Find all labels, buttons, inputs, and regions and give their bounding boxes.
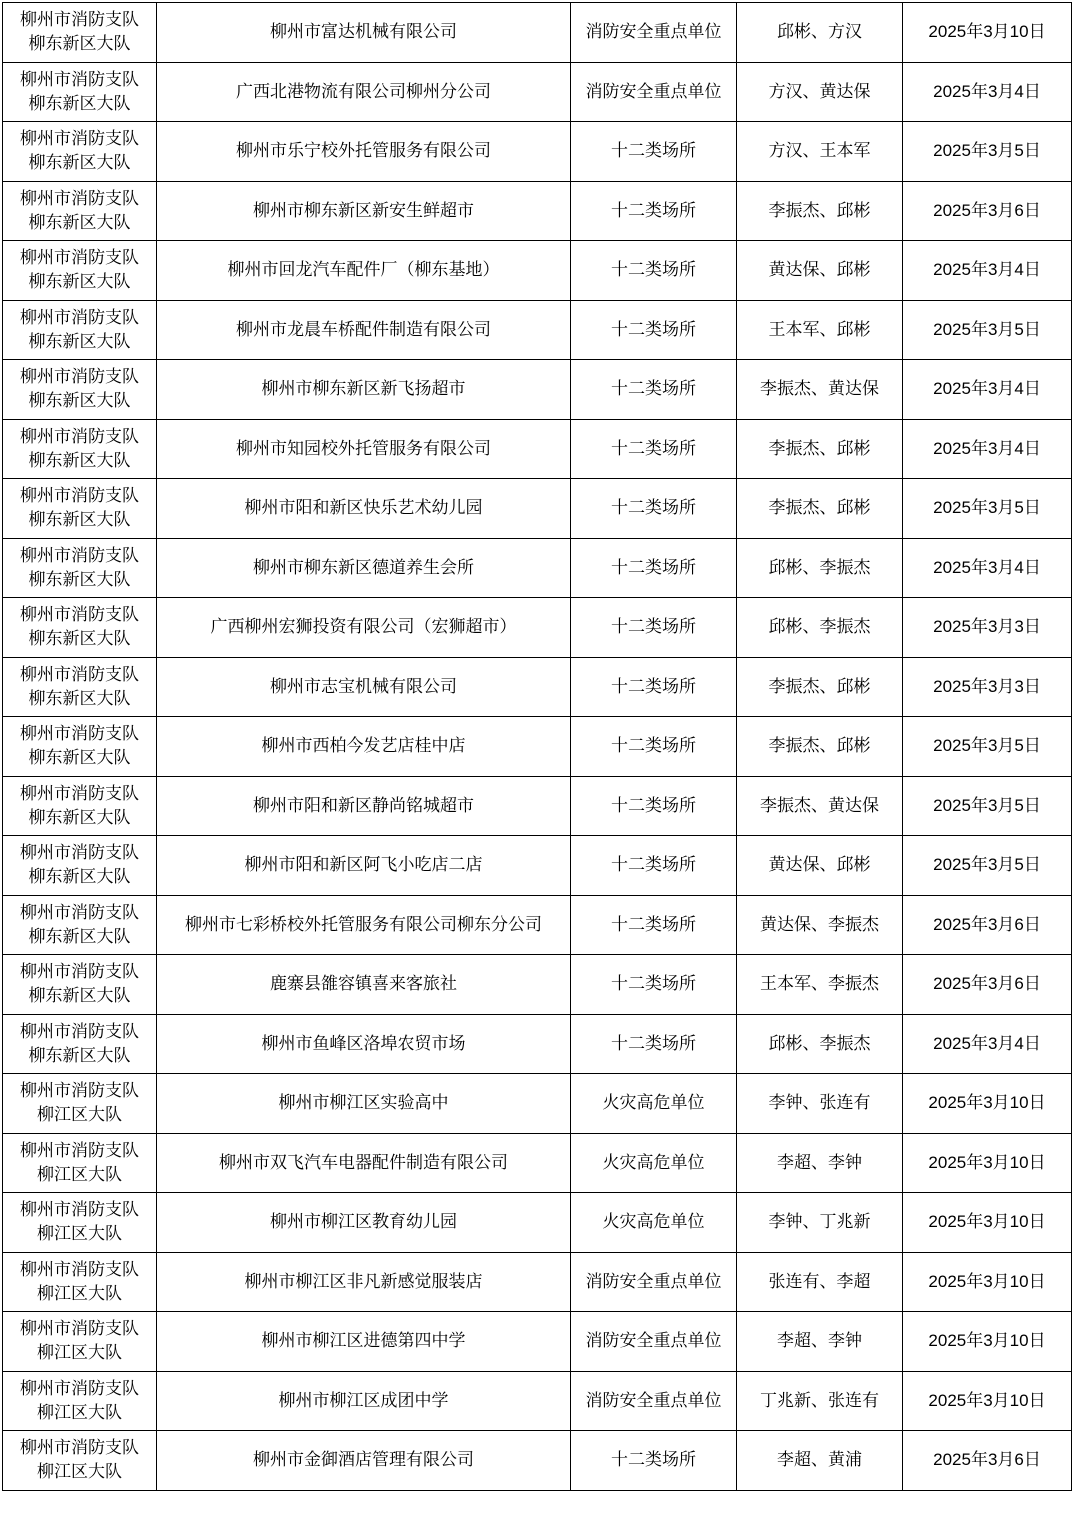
place-type-cell: 消防安全重点单位 <box>571 62 737 122</box>
table-row <box>3 1431 1072 1491</box>
unit-cell <box>3 1074 157 1134</box>
inspectors-cell: 李振杰、邱彬 <box>737 181 903 241</box>
date-cell: 2025年3月10日 <box>903 1074 1072 1134</box>
inspectors-cell: 李钟、张连有 <box>737 1074 903 1134</box>
table-row <box>3 241 1072 301</box>
inspectors-cell: 邱彬、李振杰 <box>737 598 903 658</box>
inspectors-cell: 方汉、黄达保 <box>737 62 903 122</box>
unit-cell <box>3 717 157 777</box>
place-name-cell: 柳州市柳东新区新飞扬超市 <box>157 360 571 420</box>
place-type-cell: 十二类场所 <box>571 479 737 539</box>
table-row <box>3 419 1072 479</box>
table-row <box>3 538 1072 598</box>
date-cell: 2025年3月10日 <box>903 1193 1072 1253</box>
date-cell: 2025年3月5日 <box>903 836 1072 896</box>
date-cell: 2025年3月5日 <box>903 776 1072 836</box>
place-name-cell: 柳州市柳东新区德道养生会所 <box>157 538 571 598</box>
place-name-cell: 柳州市乐宁校外托管服务有限公司 <box>157 122 571 182</box>
place-name-cell: 柳州市阳和新区阿飞小吃店二店 <box>157 836 571 896</box>
unit-line-2: 柳东新区大队 <box>28 510 131 531</box>
unit-line-2: 柳东新区大队 <box>28 331 131 352</box>
unit-cell <box>3 538 157 598</box>
place-name-cell: 柳州市柳江区进德第四中学 <box>157 1312 571 1372</box>
unit-line-2: 柳东新区大队 <box>28 34 131 55</box>
place-name-cell: 广西北港物流有限公司柳州分公司 <box>157 62 571 122</box>
place-name-cell: 柳州市柳江区非凡新感觉服装店 <box>157 1252 571 1312</box>
date-cell: 2025年3月4日 <box>903 538 1072 598</box>
place-type-cell: 十二类场所 <box>571 657 737 717</box>
unit-line-1: 柳州市消防支队 <box>20 10 139 31</box>
date-cell: 2025年3月6日 <box>903 1431 1072 1491</box>
date-cell: 2025年3月10日 <box>903 1252 1072 1312</box>
table-row <box>3 62 1072 122</box>
place-name-cell: 鹿寨县雒容镇喜来客旅社 <box>157 955 571 1015</box>
unit-cell <box>3 895 157 955</box>
unit-line-2: 柳东新区大队 <box>28 1045 131 1066</box>
place-type-cell: 十二类场所 <box>571 241 737 301</box>
table-row <box>3 1193 1072 1253</box>
inspectors-cell: 邱彬、李振杰 <box>737 538 903 598</box>
unit-cell <box>3 955 157 1015</box>
unit-line-2: 柳东新区大队 <box>28 153 131 174</box>
unit-line-2: 柳东新区大队 <box>28 450 131 471</box>
unit-line-1: 柳州市消防支队 <box>20 188 139 209</box>
unit-line-2: 柳东新区大队 <box>28 212 131 233</box>
place-name-cell: 柳州市志宝机械有限公司 <box>157 657 571 717</box>
place-type-cell: 十二类场所 <box>571 300 737 360</box>
place-name-cell: 柳州市西柏今发艺店桂中店 <box>157 717 571 777</box>
inspectors-cell: 李振杰、邱彬 <box>737 479 903 539</box>
table-row <box>3 3 1072 63</box>
unit-cell <box>3 122 157 182</box>
unit-line-1: 柳州市消防支队 <box>20 962 139 983</box>
place-type-cell: 十二类场所 <box>571 360 737 420</box>
date-cell: 2025年3月4日 <box>903 1014 1072 1074</box>
unit-cell <box>3 360 157 420</box>
unit-line-1: 柳州市消防支队 <box>20 367 139 388</box>
unit-cell <box>3 241 157 301</box>
inspectors-cell: 李超、李钟 <box>737 1312 903 1372</box>
place-type-cell: 火灾高危单位 <box>571 1193 737 1253</box>
place-name-cell: 柳州市金御酒店管理有限公司 <box>157 1431 571 1491</box>
place-type-cell: 消防安全重点单位 <box>571 1252 737 1312</box>
unit-cell <box>3 181 157 241</box>
table-row <box>3 657 1072 717</box>
place-type-cell: 十二类场所 <box>571 122 737 182</box>
unit-cell <box>3 1252 157 1312</box>
inspectors-cell: 黄达保、邱彬 <box>737 241 903 301</box>
unit-line-2: 柳江区大队 <box>37 1283 122 1304</box>
unit-line-2: 柳东新区大队 <box>28 867 131 888</box>
inspectors-cell: 李超、李钟 <box>737 1133 903 1193</box>
date-cell: 2025年3月5日 <box>903 479 1072 539</box>
date-cell: 2025年3月5日 <box>903 122 1072 182</box>
inspectors-cell: 王本军、李振杰 <box>737 955 903 1015</box>
place-type-cell: 十二类场所 <box>571 1431 737 1491</box>
table-row <box>3 1252 1072 1312</box>
unit-line-2: 柳东新区大队 <box>28 807 131 828</box>
place-type-cell: 十二类场所 <box>571 895 737 955</box>
unit-line-1: 柳州市消防支队 <box>20 307 139 328</box>
table-row <box>3 895 1072 955</box>
unit-line-1: 柳州市消防支队 <box>20 664 139 685</box>
place-type-cell: 十二类场所 <box>571 776 737 836</box>
unit-line-1: 柳州市消防支队 <box>20 1140 139 1161</box>
unit-line-2: 柳东新区大队 <box>28 93 131 114</box>
unit-line-1: 柳州市消防支队 <box>20 545 139 566</box>
place-name-cell: 柳州市富达机械有限公司 <box>157 3 571 63</box>
place-type-cell: 十二类场所 <box>571 419 737 479</box>
place-name-cell: 柳州市柳东新区新安生鲜超市 <box>157 181 571 241</box>
date-cell: 2025年3月10日 <box>903 1133 1072 1193</box>
unit-line-1: 柳州市消防支队 <box>20 248 139 269</box>
unit-line-1: 柳州市消防支队 <box>20 69 139 90</box>
place-type-cell: 火灾高危单位 <box>571 1133 737 1193</box>
place-type-cell: 十二类场所 <box>571 181 737 241</box>
table-row <box>3 300 1072 360</box>
unit-line-1: 柳州市消防支队 <box>20 1081 139 1102</box>
inspectors-cell: 李振杰、邱彬 <box>737 419 903 479</box>
table-body <box>3 3 1072 1491</box>
inspectors-cell: 李振杰、邱彬 <box>737 717 903 777</box>
inspectors-cell: 李振杰、黄达保 <box>737 360 903 420</box>
table-row <box>3 598 1072 658</box>
date-cell: 2025年3月4日 <box>903 419 1072 479</box>
unit-line-1: 柳州市消防支队 <box>20 605 139 626</box>
unit-line-1: 柳州市消防支队 <box>20 1378 139 1399</box>
unit-cell <box>3 1312 157 1372</box>
unit-cell <box>3 598 157 658</box>
table-row <box>3 181 1072 241</box>
table-row <box>3 1074 1072 1134</box>
unit-line-1: 柳州市消防支队 <box>20 1200 139 1221</box>
table-row <box>3 1371 1072 1431</box>
inspection-table <box>2 2 1072 1491</box>
inspectors-cell: 邱彬、方汉 <box>737 3 903 63</box>
place-name-cell: 柳州市七彩桥校外托管服务有限公司柳东分公司 <box>157 895 571 955</box>
place-type-cell: 十二类场所 <box>571 1014 737 1074</box>
table-row <box>3 836 1072 896</box>
unit-line-2: 柳江区大队 <box>37 1105 122 1126</box>
inspectors-cell: 张连有、李超 <box>737 1252 903 1312</box>
date-cell: 2025年3月3日 <box>903 598 1072 658</box>
unit-line-2: 柳东新区大队 <box>28 391 131 412</box>
place-type-cell: 消防安全重点单位 <box>571 1312 737 1372</box>
date-cell: 2025年3月4日 <box>903 241 1072 301</box>
unit-line-1: 柳州市消防支队 <box>20 1438 139 1459</box>
inspectors-cell: 李振杰、黄达保 <box>737 776 903 836</box>
inspectors-cell: 丁兆新、张连有 <box>737 1371 903 1431</box>
unit-line-2: 柳江区大队 <box>37 1402 122 1423</box>
unit-line-2: 柳东新区大队 <box>28 272 131 293</box>
place-name-cell: 柳州市柳江区成团中学 <box>157 1371 571 1431</box>
table-row <box>3 955 1072 1015</box>
unit-line-1: 柳州市消防支队 <box>20 1259 139 1280</box>
place-type-cell: 十二类场所 <box>571 717 737 777</box>
date-cell: 2025年3月10日 <box>903 1312 1072 1372</box>
date-cell: 2025年3月5日 <box>903 717 1072 777</box>
place-name-cell: 柳州市阳和新区快乐艺术幼儿园 <box>157 479 571 539</box>
table-row <box>3 776 1072 836</box>
date-cell: 2025年3月6日 <box>903 181 1072 241</box>
unit-line-1: 柳州市消防支队 <box>20 1319 139 1340</box>
unit-line-2: 柳东新区大队 <box>28 629 131 650</box>
date-cell: 2025年3月3日 <box>903 657 1072 717</box>
place-name-cell: 柳州市回龙汽车配件厂（柳东基地） <box>157 241 571 301</box>
unit-cell <box>3 1133 157 1193</box>
date-cell: 2025年3月6日 <box>903 895 1072 955</box>
unit-cell <box>3 1371 157 1431</box>
place-name-cell: 柳州市双飞汽车电器配件制造有限公司 <box>157 1133 571 1193</box>
place-type-cell: 消防安全重点单位 <box>571 1371 737 1431</box>
inspectors-cell: 黄达保、李振杰 <box>737 895 903 955</box>
table-row <box>3 122 1072 182</box>
unit-cell <box>3 62 157 122</box>
unit-line-2: 柳江区大队 <box>37 1164 122 1185</box>
unit-cell <box>3 776 157 836</box>
unit-cell <box>3 419 157 479</box>
unit-line-1: 柳州市消防支队 <box>20 724 139 745</box>
unit-cell <box>3 300 157 360</box>
place-type-cell: 消防安全重点单位 <box>571 3 737 63</box>
place-name-cell: 柳州市鱼峰区洛埠农贸市场 <box>157 1014 571 1074</box>
unit-line-2: 柳江区大队 <box>37 1343 122 1364</box>
place-name-cell: 柳州市龙晨车桥配件制造有限公司 <box>157 300 571 360</box>
unit-line-1: 柳州市消防支队 <box>20 843 139 864</box>
table-row <box>3 717 1072 777</box>
unit-line-2: 柳东新区大队 <box>28 986 131 1007</box>
table-row <box>3 360 1072 420</box>
inspectors-cell: 黄达保、邱彬 <box>737 836 903 896</box>
unit-line-2: 柳东新区大队 <box>28 926 131 947</box>
place-type-cell: 十二类场所 <box>571 598 737 658</box>
place-name-cell: 柳州市柳江区实验高中 <box>157 1074 571 1134</box>
date-cell: 2025年3月10日 <box>903 3 1072 63</box>
unit-line-2: 柳东新区大队 <box>28 748 131 769</box>
unit-cell <box>3 3 157 63</box>
place-name-cell: 柳州市知园校外托管服务有限公司 <box>157 419 571 479</box>
date-cell: 2025年3月4日 <box>903 360 1072 420</box>
unit-cell <box>3 657 157 717</box>
date-cell: 2025年3月10日 <box>903 1371 1072 1431</box>
date-cell: 2025年3月4日 <box>903 62 1072 122</box>
unit-line-2: 柳东新区大队 <box>28 688 131 709</box>
inspectors-cell: 方汉、王本军 <box>737 122 903 182</box>
inspectors-cell: 邱彬、李振杰 <box>737 1014 903 1074</box>
unit-line-2: 柳江区大队 <box>37 1224 122 1245</box>
unit-cell <box>3 1193 157 1253</box>
place-type-cell: 火灾高危单位 <box>571 1074 737 1134</box>
place-type-cell: 十二类场所 <box>571 538 737 598</box>
inspectors-cell: 李振杰、邱彬 <box>737 657 903 717</box>
place-name-cell: 广西柳州宏狮投资有限公司（宏狮超市） <box>157 598 571 658</box>
place-type-cell: 十二类场所 <box>571 955 737 1015</box>
date-cell: 2025年3月6日 <box>903 955 1072 1015</box>
inspectors-cell: 李钟、丁兆新 <box>737 1193 903 1253</box>
unit-line-1: 柳州市消防支队 <box>20 426 139 447</box>
unit-line-1: 柳州市消防支队 <box>20 1021 139 1042</box>
place-type-cell: 十二类场所 <box>571 836 737 896</box>
unit-line-1: 柳州市消防支队 <box>20 902 139 923</box>
table-row <box>3 479 1072 539</box>
unit-cell <box>3 836 157 896</box>
unit-line-1: 柳州市消防支队 <box>20 486 139 507</box>
unit-cell <box>3 479 157 539</box>
unit-line-2: 柳江区大队 <box>37 1462 122 1483</box>
table-row <box>3 1133 1072 1193</box>
place-name-cell: 柳州市阳和新区静尚铭城超市 <box>157 776 571 836</box>
unit-line-2: 柳东新区大队 <box>28 569 131 590</box>
table-row <box>3 1312 1072 1372</box>
table-row <box>3 1014 1072 1074</box>
unit-cell <box>3 1431 157 1491</box>
unit-line-1: 柳州市消防支队 <box>20 783 139 804</box>
unit-cell <box>3 1014 157 1074</box>
place-name-cell: 柳州市柳江区教育幼儿园 <box>157 1193 571 1253</box>
unit-line-1: 柳州市消防支队 <box>20 129 139 150</box>
inspectors-cell: 李超、黄浦 <box>737 1431 903 1491</box>
inspectors-cell: 王本军、邱彬 <box>737 300 903 360</box>
date-cell: 2025年3月5日 <box>903 300 1072 360</box>
